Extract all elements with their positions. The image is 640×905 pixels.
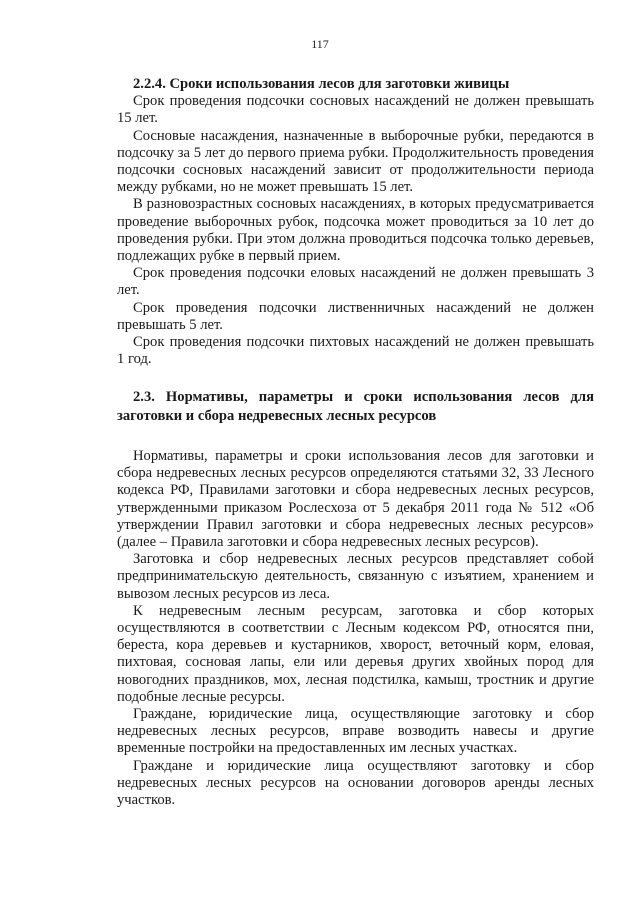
paragraph: Срок проведения подсочки сосновых насаждений не должен превышать 15 лет. (117, 93, 594, 127)
page-number: 117 (311, 37, 329, 51)
paragraph: Граждане, юридические лица, осуществляющие заготовку и сбор недревесных лесных ресурсов, вправе возводить навесы и другие временные постройки на предоставленных им лесных участках. (117, 706, 594, 757)
spacer (117, 426, 594, 448)
section-heading: 2.2.4. Сроки использования лесов для заготовки живицы (133, 76, 510, 92)
paragraph: Заготовка и сбор недревесных лесных ресурсов представляет собой предпринимательскую деятельность, связанную с изъятием, хранением и вывозом лесных ресурсов из леса. (117, 551, 594, 602)
paragraph: Срок проведения подсочки лиственничных насаждений не должен превышать 5 лет. (117, 299, 594, 333)
paragraph: К недревесным лесным ресурсам, заготовка и сбор которых осуществляются в соответствии с Лесным кодексом РФ, относятся пни, береста, кора деревьев и кустарников, хворост, веточный корм, еловая, пихтовая, сосновая лапы, ели или деревья других хвойных пород для новогодних праздников, мох, лесная подстилка, камыш, тростник и другие подобные лесные ресурсы. (117, 602, 594, 705)
section-heading: 2.3. Нормативы, параметры и сроки использования лесов для заготовки и сбора недревесных лесных ресурсов (117, 389, 594, 424)
section-2-2-4 (117, 76, 594, 368)
paragraph: Срок проведения подсочки пихтовых насаждений не должен превышать 1 год. (117, 334, 594, 368)
paragraph: Нормативы, параметры и сроки использования лесов для заготовки и сбора недревесных лесных ресурсов определяются статьями 32, 33 Лесного кодекса РФ, Правилами заготовки и сбора недревесных лесных ресурсов, утвержденными приказом Рослесхоза от 5 декабря 2011 года № 512 «Об утверждении Правил заготовки и сбора недревесных лесных ресурсов» (далее – Правила заготовки и сбора недревесных лесных ресурсов). (117, 448, 594, 551)
paragraph: В разновозрастных сосновых насаждениях, в которых предусматривается проведение выборочных рубок, подсочка может проводиться за 10 лет до проведения рубки. При этом должна проводиться подсочка только деревьев, подлежащих рубке в первый прием. (117, 196, 594, 265)
paragraph: Срок проведения подсочки еловых насаждений не должен превышать 3 лет. (117, 265, 594, 299)
paragraph: Сосновые насаждения, назначенные в выборочные рубки, передаются в подсочку за 5 лет до первого приема рубки. Продолжительность проведения подсочки сосновых насаждений зависит от продолжительности периода между рубками, но не может превышать 15 лет. (117, 127, 594, 196)
section-2-3 (117, 388, 594, 809)
paragraph: Граждане и юридические лица осуществляют заготовку и сбор недревесных лесных ресурсов на основании договоров аренды лесных участков. (117, 757, 594, 809)
